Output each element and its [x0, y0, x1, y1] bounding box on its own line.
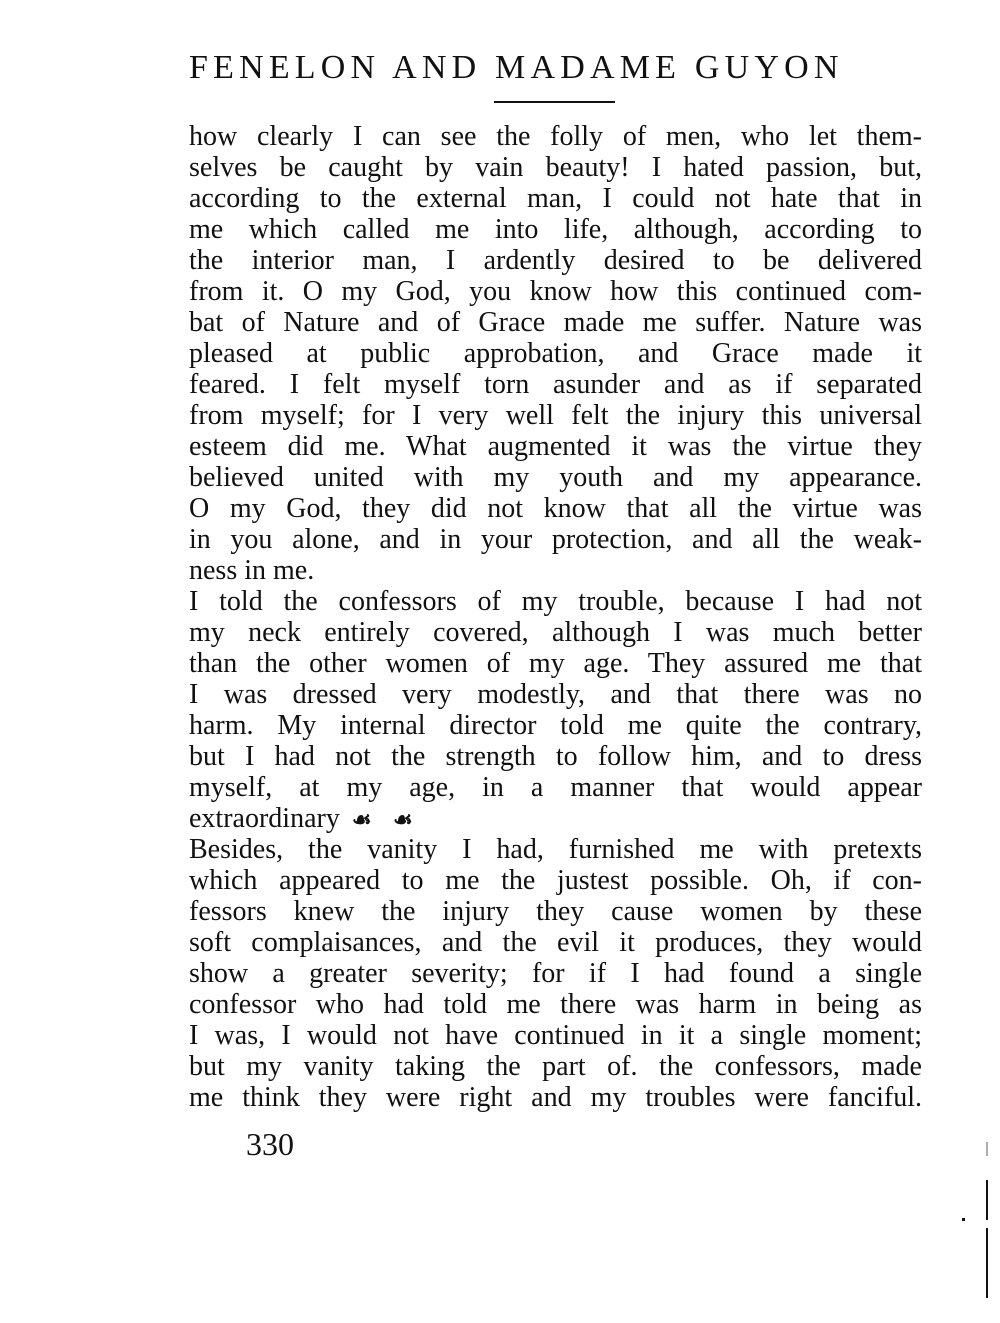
text-line: but my vanity taking the part of. the confessors, made — [189, 1051, 922, 1082]
body-text — [189, 121, 922, 1113]
text-line: esteem did me. What augmented it was the virtue they — [189, 431, 922, 462]
text-line: I was, I would not have continued in it a single moment; — [189, 1020, 922, 1051]
text-line: how clearly I can see the folly of men, who let them- — [189, 121, 922, 152]
scan-edge-mark — [962, 1218, 965, 1221]
text-line: but I had not the strength to follow him, and to dress — [189, 741, 922, 772]
text-line: myself, at my age, in a manner that would appear — [189, 772, 922, 803]
text-line: from myself; for I very well felt the injury this universal — [189, 400, 922, 431]
fleuron-ornament: ☙ ☙ — [351, 807, 421, 832]
text-line: Besides, the vanity I had, furnished me with pretexts — [189, 834, 922, 865]
text-line: selves be caught by vain beauty! I hated passion, but, — [189, 152, 922, 183]
header-rule — [494, 101, 615, 103]
text-line: harm. My internal director told me quite the contrary, — [189, 710, 922, 741]
text-line: extraordinary — [189, 803, 340, 834]
scan-edge-mark — [986, 1228, 988, 1298]
text-line: the interior man, I ardently desired to be delivered — [189, 245, 922, 276]
scan-edge-mark — [986, 1142, 988, 1156]
text-line: O my God, they did not know that all the virtue was — [189, 493, 922, 524]
running-header: FENELON AND MADAME GUYON — [189, 49, 844, 86]
text-line: my neck entirely covered, although I was much better — [189, 617, 922, 648]
text-line: believed united with my youth and my appearance. — [189, 462, 922, 493]
text-line: me which called me into life, although, according to — [189, 214, 922, 245]
text-line-with-ornament — [189, 803, 922, 834]
text-line: according to the external man, I could not hate that in — [189, 183, 922, 214]
page-number: 330 — [246, 1126, 294, 1162]
text-line: bat of Nature and of Grace made me suffer. Nature was — [189, 307, 922, 338]
text-line: fessors knew the injury they cause women by these — [189, 896, 922, 927]
text-line: me think they were right and my troubles were fanciful. — [189, 1082, 922, 1113]
text-line: confessor who had told me there was harm in being as — [189, 989, 922, 1020]
text-line: soft complaisances, and the evil it produces, they would — [189, 927, 922, 958]
text-line: feared. I felt myself torn asunder and as if separated — [189, 369, 922, 400]
text-line: ness in me. — [189, 555, 315, 586]
text-line: than the other women of my age. They assured me that — [189, 648, 922, 679]
text-line: pleased at public approbation, and Grace made it — [189, 338, 922, 369]
text-line: I told the confessors of my trouble, because I had not — [189, 586, 922, 617]
text-line: which appeared to me the justest possible. Oh, if con- — [189, 865, 922, 896]
text-line: in you alone, and in your protection, and all the weak- — [189, 524, 922, 555]
text-line: show a greater severity; for if I had found a single — [189, 958, 922, 989]
text-line: from it. O my God, you know how this continued com- — [189, 276, 922, 307]
scan-edge-mark — [986, 1180, 988, 1220]
text-line: I was dressed very modestly, and that there was no — [189, 679, 922, 710]
